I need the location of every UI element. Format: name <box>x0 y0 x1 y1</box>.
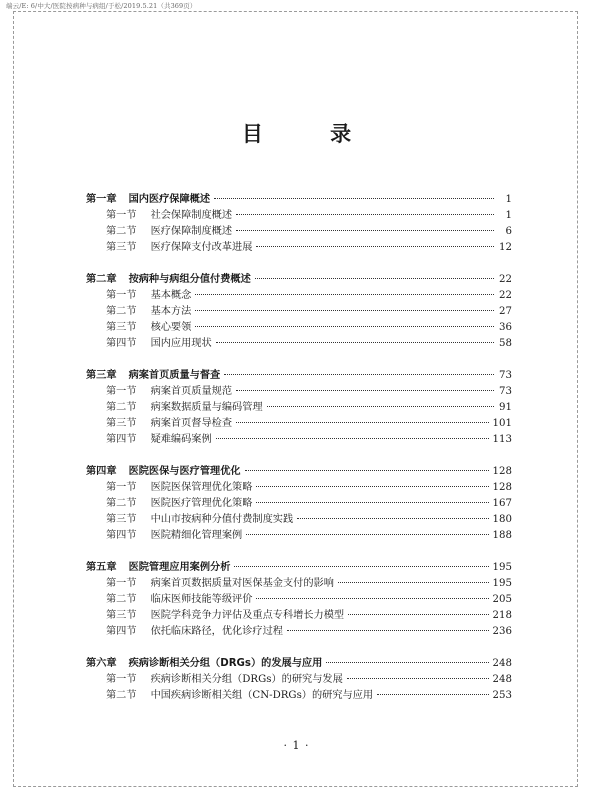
page-ref: 113 <box>492 434 512 446</box>
section-title: 病案首页质量规范 <box>150 386 233 397</box>
toc-section-row <box>106 334 512 350</box>
dot-leader <box>236 422 488 423</box>
chapter-number: 第三章 <box>86 369 117 381</box>
section-number: 第一节 <box>106 482 137 493</box>
chapter-number: 第六章 <box>86 657 117 669</box>
section-number: 第四节 <box>106 338 137 350</box>
chapter-number: 第二章 <box>86 273 117 285</box>
header-note: 端云/E: 6/中大/医院按病种与病组/于松/2019.5.21（共369页） <box>6 2 197 10</box>
chapter-number: 第四章 <box>86 465 117 477</box>
dot-leader <box>267 406 494 407</box>
section-number: 第二节 <box>106 498 137 510</box>
toc-section-row <box>106 414 512 430</box>
page-ref: 36 <box>499 322 512 334</box>
dot-leader <box>256 246 494 247</box>
section-number: 第一节 <box>106 674 137 685</box>
page-ref: 6 <box>505 226 512 238</box>
dot-leader <box>236 230 494 231</box>
toc-chapter-row <box>86 558 512 574</box>
chapter-title: 国内医疗保障概述 <box>128 194 211 205</box>
dot-leader <box>216 438 489 439</box>
page-ref: 218 <box>492 610 512 622</box>
section-title: 基本方法 <box>150 306 192 318</box>
page-ref: 167 <box>492 498 512 510</box>
dot-leader <box>214 198 494 199</box>
toc-section-row <box>106 206 512 222</box>
chapter-number: 第五章 <box>86 561 117 573</box>
toc-section-row <box>106 494 512 510</box>
page-ref: 58 <box>499 338 512 350</box>
dot-leader <box>256 502 488 503</box>
toc-section-row <box>106 238 512 254</box>
dot-leader <box>347 678 489 679</box>
toc-chapter-row <box>86 366 512 382</box>
section-number: 第一节 <box>106 386 137 397</box>
dot-leader <box>234 566 488 567</box>
toc-section-row <box>106 430 512 446</box>
page-ref: 188 <box>492 530 512 542</box>
toc-chapter-row <box>86 270 512 286</box>
dot-leader <box>377 694 488 695</box>
dot-leader <box>297 518 488 519</box>
section-title: 国内应用现状 <box>150 338 212 350</box>
toc-section-row <box>106 606 512 622</box>
section-number: 第二节 <box>106 402 137 414</box>
page-ref: 1 <box>505 194 512 205</box>
toc-section-row <box>106 398 512 414</box>
chapter-title: 医院医保与医疗管理优化 <box>128 465 241 477</box>
section-number: 第二节 <box>106 690 137 702</box>
dot-leader <box>326 662 488 663</box>
section-title: 医院学科竞争力评估及重点专科增长力模型 <box>150 610 345 622</box>
section-title: 社会保障制度概述 <box>150 210 233 222</box>
dot-leader <box>256 598 488 599</box>
page-title: 目 录 <box>241 122 382 146</box>
dot-leader <box>255 278 494 279</box>
section-title: 病案首页督导检查 <box>150 418 233 430</box>
page-ref: 195 <box>492 561 512 573</box>
toc-section-row <box>106 286 512 302</box>
dot-leader <box>195 326 494 327</box>
page-ref: 253 <box>492 690 512 702</box>
section-number: 第四节 <box>106 434 137 446</box>
toc-section-row <box>106 318 512 334</box>
section-number: 第三节 <box>106 242 137 254</box>
section-title: 中国疾病诊断相关组（CN-DRGs）的研究与应用 <box>150 690 374 702</box>
dot-leader <box>224 374 494 375</box>
chapter-title: 疾病诊断相关分组（DRGs）的发展与应用 <box>128 657 323 669</box>
section-title: 医院医疗管理优化策略 <box>150 498 253 510</box>
page-ref: 180 <box>492 514 512 526</box>
page-ref: 22 <box>499 290 512 301</box>
toc-section-row <box>106 382 512 398</box>
toc-chapter-row <box>86 190 512 206</box>
toc-section-row <box>106 478 512 494</box>
section-title: 疾病诊断相关分组（DRGs）的研究与发展 <box>150 674 343 685</box>
toc-section-row <box>106 670 512 686</box>
page-ref: 73 <box>499 386 512 397</box>
section-title: 医院精细化管理案例 <box>150 530 243 542</box>
toc-chapter-row <box>86 654 512 670</box>
chapter-number: 第一章 <box>86 194 117 205</box>
section-title: 病案首页数据质量对医保基金支付的影响 <box>150 578 334 589</box>
section-number: 第三节 <box>106 418 137 430</box>
page-ref: 205 <box>492 594 512 606</box>
section-title: 医疗保障支付改革进展 <box>150 242 253 254</box>
dot-leader <box>245 470 489 471</box>
toc-section-row <box>106 222 512 238</box>
dot-leader <box>287 630 489 631</box>
section-title: 疑难编码案例 <box>150 434 212 446</box>
page-ref: 101 <box>492 418 512 430</box>
chapter-title: 医院管理应用案例分析 <box>128 561 231 573</box>
page-ref: 128 <box>492 465 512 477</box>
page-ref: 195 <box>492 578 512 589</box>
dot-leader <box>236 390 494 391</box>
dot-leader <box>338 582 489 583</box>
section-number: 第二节 <box>106 226 137 238</box>
section-number: 第一节 <box>106 578 137 589</box>
dot-leader <box>236 214 494 215</box>
section-number: 第三节 <box>106 322 137 334</box>
section-number: 第三节 <box>106 514 137 526</box>
section-number: 第四节 <box>106 626 137 638</box>
section-number: 第二节 <box>106 594 137 606</box>
section-title: 中山市按病种分值付费制度实践 <box>150 514 294 526</box>
toc-chapter-row <box>86 462 512 478</box>
section-number: 第二节 <box>106 306 137 318</box>
toc-section-row <box>106 302 512 318</box>
page-ref: 73 <box>499 369 512 381</box>
chapter-title: 按病种与病组分值付费概述 <box>128 273 251 285</box>
page-ref: 248 <box>492 657 512 669</box>
chapter-title: 病案首页质量与督查 <box>128 369 221 381</box>
section-title: 医院医保管理优化策略 <box>150 482 253 493</box>
page-number: · 1 · <box>283 739 310 752</box>
dot-leader <box>256 486 488 487</box>
dot-leader <box>246 534 488 535</box>
toc-section-row <box>106 686 512 702</box>
section-title: 核心要领 <box>150 322 192 334</box>
section-number: 第一节 <box>106 290 137 301</box>
section-title: 依托临床路径，优化诊疗过程 <box>150 626 283 638</box>
dot-leader <box>348 614 488 615</box>
page-ref: 128 <box>492 482 512 493</box>
section-number: 第四节 <box>106 530 137 542</box>
dot-leader <box>195 310 494 311</box>
page-ref: 1 <box>505 210 512 222</box>
toc-section-row <box>106 526 512 542</box>
toc-section-row <box>106 510 512 526</box>
toc-section-row <box>106 590 512 606</box>
page-ref: 22 <box>499 273 512 285</box>
section-number: 第一节 <box>106 210 137 222</box>
toc-section-row <box>106 622 512 638</box>
section-title: 医疗保障制度概述 <box>150 226 233 238</box>
page-ref: 91 <box>499 402 512 414</box>
section-title: 基本概念 <box>150 290 192 301</box>
toc-section-row <box>106 574 512 590</box>
page-ref: 248 <box>492 674 512 685</box>
section-title: 临床医师技能等级评价 <box>150 594 253 606</box>
page-ref: 27 <box>499 306 512 318</box>
section-number: 第三节 <box>106 610 137 622</box>
page-ref: 236 <box>492 626 512 638</box>
dot-leader <box>195 294 494 295</box>
dot-leader <box>216 342 494 343</box>
page-ref: 12 <box>499 242 512 254</box>
section-title: 病案数据质量与编码管理 <box>150 402 263 414</box>
